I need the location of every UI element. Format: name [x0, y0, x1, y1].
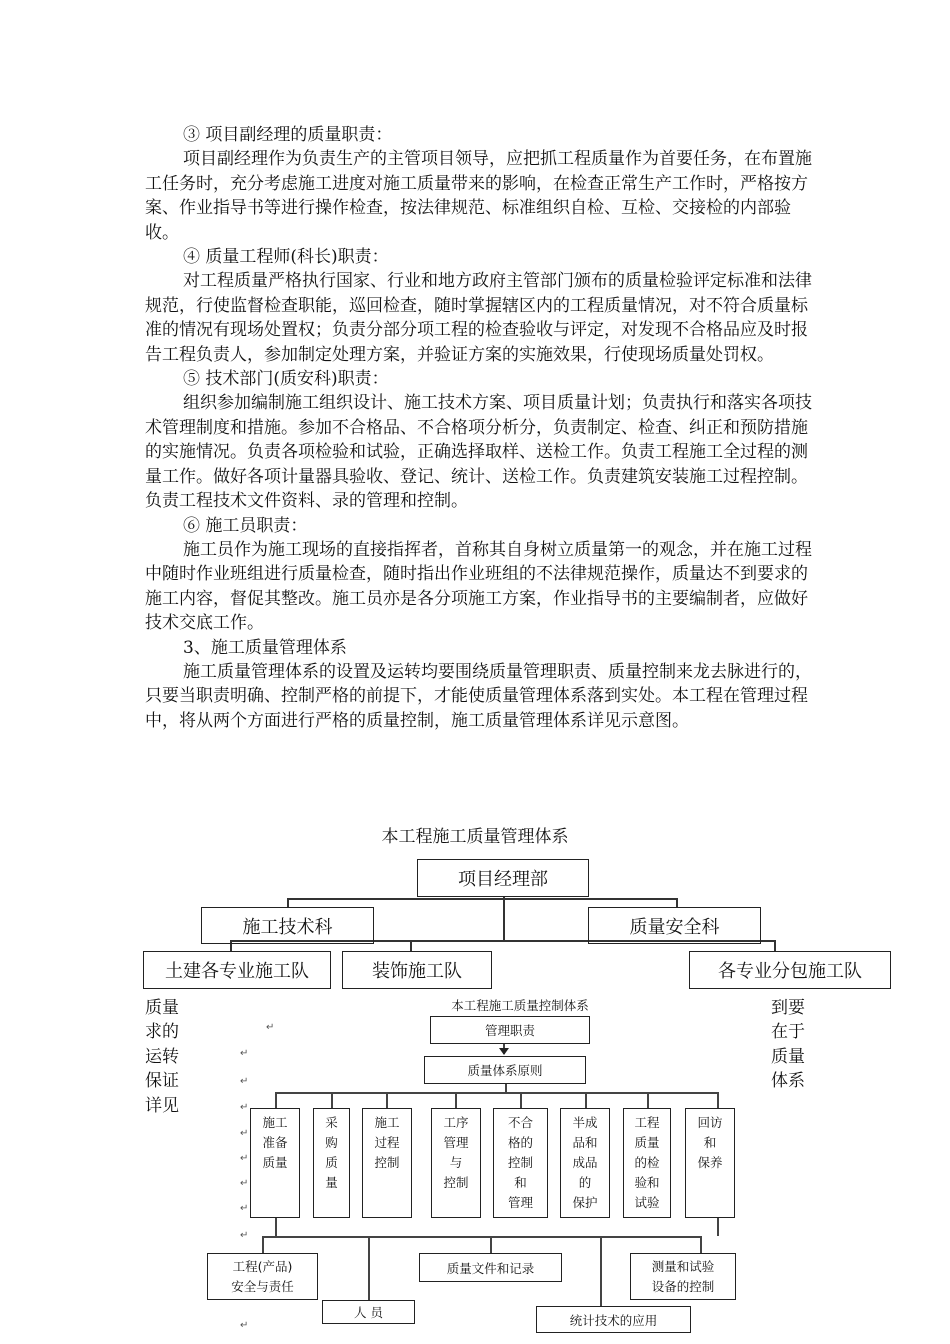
ctrl-box-stats: 统计技术的应用 — [536, 1306, 691, 1333]
paragraph-mark-icon: ↵ — [240, 1102, 249, 1113]
paragraph-deputy-manager: 项目副经理作为负责生产的主管项目领导，应把抓工程质量作为首要任务，在布置施工任务时，充分考虑施工进度对施工质量带来的影响，在检查正常生产工作时，严格按方案、作业指导书等进行操作检查，按法律规范、标准组织自检、互检、交接检的内部验收。 — [145, 149, 812, 243]
ctrl-box-docs: 质量文件和记录 — [419, 1253, 562, 1282]
paragraph-mark-icon: ↵ — [240, 1048, 249, 1059]
ctrl-col-inspection: 工程 质量 的检 验和 试验 — [623, 1108, 671, 1218]
document-body — [145, 123, 815, 733]
chart1-title: 本工程施工质量管理体系 — [381, 827, 569, 847]
ctrl-col-protection: 半成 品和 成品 的 保护 — [560, 1108, 610, 1218]
paragraph-constructor: 施工员作为施工现场的直接指挥者，首称其自身树立质量第一的观念，并在施工过程中随时作业班组进行质量检查，随时指出作业班组的不法律规范操作，质量达不到要求的施工内容，督促其整改。施工员亦是各分项施工方案，作业指导书的主要编制者，应做好技术交底工作。 — [145, 539, 812, 634]
paragraph-quality-engineer: 对工程质量严格执行国家、行业和地方政府主管部门颁布的质量检验评定标准和法律规范，行使监督检查职能，巡回检查，随时掌握辖区内的工程质量情况，对不符合质量标准的情况有现场处置权；负责分部分项工程的检查验收与评定，对发现不合格品应及时报告工程负责人，参加制定处理方案，并验证方案的实施效果，行使现场质量处罚权。 — [145, 271, 812, 365]
heading-tech-department: ⑤ 技术部门(质安科)职责： — [183, 369, 389, 390]
overlap-fragment: 求的 — [145, 1022, 179, 1042]
org-box-safety-section: 质量安全科 — [588, 907, 761, 944]
overlap-fragment: 质量 — [145, 998, 179, 1018]
paragraph-mark-icon: ↵ — [240, 1076, 249, 1087]
overlap-fragment: 质量 — [771, 1047, 805, 1067]
ctrl-box-measurement: 测量和试验 设备的控制 — [630, 1253, 736, 1300]
ctrl-col-nonconforming: 不合 格的 控制 和 管理 — [493, 1108, 548, 1218]
ctrl-box-staff: 人 员 — [322, 1300, 415, 1324]
ctrl-box-mgmt: 管理职责 — [430, 1016, 590, 1044]
heading-quality-system: 3、施工质量管理体系 — [183, 637, 347, 658]
heading-constructor: ⑥ 施工员职责： — [183, 515, 308, 536]
ctrl-col-process: 施工 过程 控制 — [362, 1108, 412, 1218]
paragraph-mark-icon: ↵ — [266, 1022, 275, 1033]
chart2-title: 本工程施工质量控制体系 — [451, 998, 589, 1013]
ctrl-box-safety: 工程(产品) 安全与责任 — [207, 1253, 318, 1300]
ctrl-col-maintenance: 回访 和 保养 — [685, 1108, 735, 1218]
paragraph-tech-department: 组织参加编制施工组织设计、施工技术方案、项目质量计划；负责执行和落实各项技术管理制度和措施。参加不合格品、不合格项分析分，负责制定、检查、纠正和预防措施的实施情况。负责各项检验和试验，正确选择取样、送检工作。负责工程施工全过程的测量工作。做好各项计量器具验收、登记、统计、送检工作。负责建筑安装施工过程控制。负责工程技术文件资料、录的管理和控制。 — [145, 393, 812, 512]
overlap-fragment: 详见 — [145, 1096, 179, 1116]
paragraph-mark-icon: ↵ — [240, 1153, 249, 1164]
paragraph-mark-icon: ↵ — [240, 1128, 249, 1139]
org-box-subcontract-teams: 各专业分包施工队 — [689, 951, 891, 989]
overlap-fragment: 体系 — [771, 1071, 805, 1091]
ctrl-col-procurement: 采 购 质 量 — [313, 1108, 350, 1218]
arrow-down-icon — [499, 1048, 509, 1055]
heading-quality-engineer: ④ 质量工程师(科长)职责： — [183, 247, 389, 268]
ctrl-col-preparation: 施工 准备 质量 — [250, 1108, 300, 1218]
org-box-tech-section: 施工技术科 — [201, 907, 374, 944]
overlap-fragment: 保证 — [145, 1071, 179, 1091]
paragraph-mark-icon: ↵ — [240, 1230, 249, 1241]
paragraph-quality-system: 施工质量管理体系的设置及运转均要围绕质量管理职责、质量控制来龙去脉进行的，只要当职责明确、控制严格的前提下，才能使质量管理体系落到实处。本工程在管理过程中，将从两个方面进行严格的质量控制，施工质量管理体系详见示意图。 — [145, 661, 812, 731]
overlap-fragment: 到要 — [771, 998, 805, 1018]
overlap-fragment: 运转 — [145, 1047, 179, 1067]
paragraph-mark-icon: ↵ — [240, 1178, 249, 1189]
org-box-decoration-team: 装饰施工队 — [342, 951, 492, 989]
ctrl-box-principle: 质量体系原则 — [424, 1056, 586, 1084]
org-box-civil-teams: 土建各专业施工队 — [143, 951, 331, 989]
paragraph-mark-icon: ↵ — [240, 1203, 249, 1214]
heading-deputy-manager: ③ 项目副经理的质量职责： — [183, 125, 393, 145]
overlap-fragment: 在于 — [771, 1022, 805, 1042]
paragraph-mark-icon: ↵ — [240, 1320, 249, 1331]
ctrl-col-procedure: 工序 管理 与 控制 — [431, 1108, 481, 1218]
org-box-project-dept: 项目经理部 — [417, 859, 589, 897]
